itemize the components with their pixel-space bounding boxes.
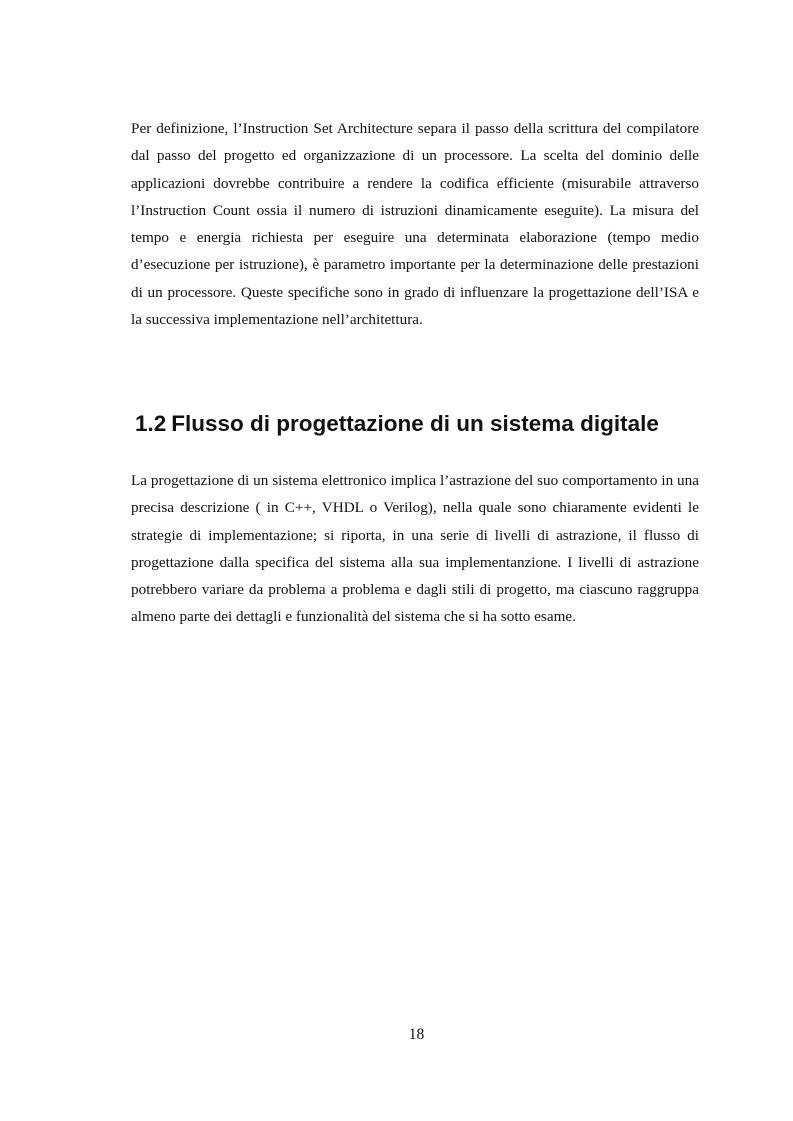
section-heading [135,408,735,440]
page-number: 18 [408,1026,425,1043]
body-paragraph-design-flow: La progettazione di un sistema elettronico implica l’astrazione del suo comportamento in una precisa descrizione ( in C++, VHDL o Verilog), nella quale sono chiaramente evidenti le strategie di implementazione; si riporta, in una serie di livelli di astrazione, il flusso di progettazione dalla specifica del sistema alla sua implementanzione. I livelli di astrazione potrebbero variare da problema a problema e dagli stili di progetto, ma ciascuno raggruppa almeno parte dei dettagli e funzionalità del sistema che si ha sotto esame. [131,472,699,626]
section-title: Flusso di progettazione di un sistema digitale [171,411,659,436]
section-number: 1.2 [135,411,167,436]
body-paragraph-isa: Per definizione, l’Instruction Set Architecture separa il passo della scrittura del compilatore dal passo del progetto ed organizzazione di un processore. La scelta del dominio delle applicazioni dovrebbe contribuire a rendere la codifica efficiente (misurabile attraverso l’Instruction Count ossia il numero di istruzioni dinamicamente eseguite). La misura del tempo e energia richiesta per eseguire una determinata elaborazione (tempo medio d’esecuzione per istruzione), è parametro importante per la determinazione delle prestazioni di un processore. Queste specifiche sono in grado di influenzare la progettazione dell’ISA e la successiva implementazione nell’architettura. [131,120,699,329]
